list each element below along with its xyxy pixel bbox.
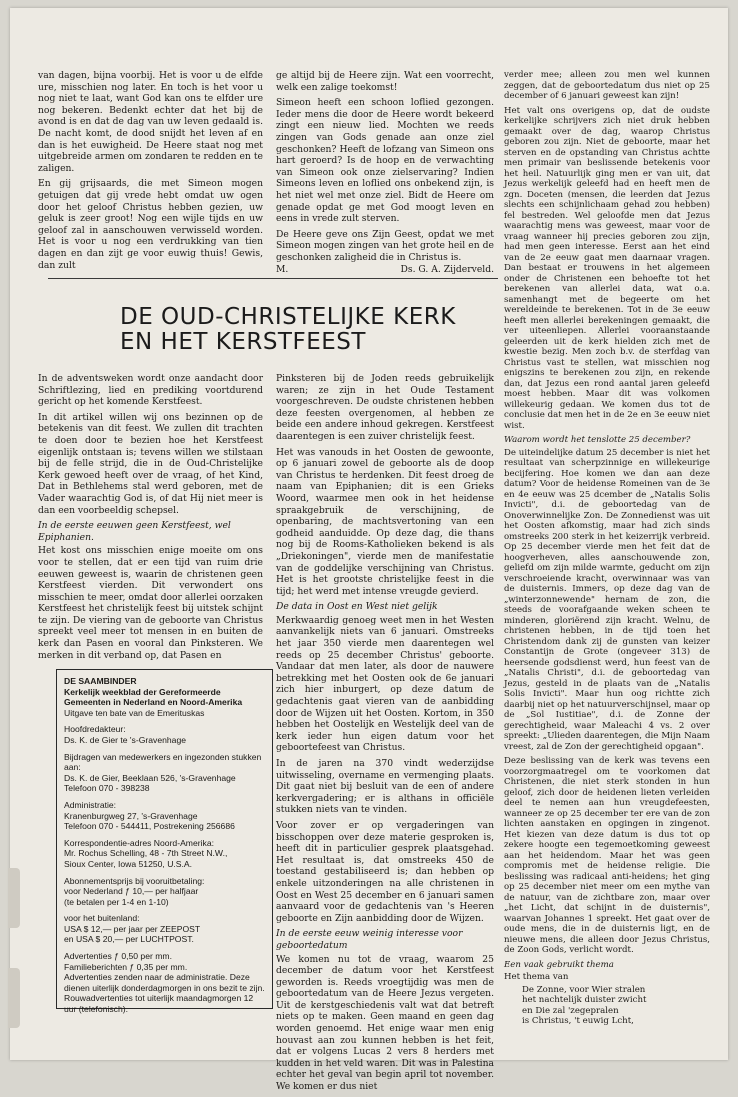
section-heading: In de eerste eeuw weinig interesse voor geboortedatum	[276, 928, 463, 951]
admin-phone: Telefoon 070 - 544411, Postrekening 256686	[64, 821, 235, 832]
author-signature: Ds. G. A. Zijderveld.	[400, 263, 494, 275]
na-address-2: Sioux Center, Iowa 51250, U.S.A.	[64, 858, 193, 869]
section-heading: In de eerste eeuwen geen Kerstfeest, wel Epiphanien.	[38, 520, 231, 543]
admin-address: Kranenburgweg 27, 's-Gravenhage	[64, 810, 198, 821]
poem-line: is Christus, 't euwig Lcht,	[522, 1016, 634, 1026]
masthead-box	[56, 669, 273, 1015]
na-label: Korrespondentie-adres Noord-Amerika:	[64, 837, 214, 848]
signature-initial: M.	[276, 263, 289, 275]
masthead-publisher: Uitgave ten bate van de Emerituskas	[64, 707, 205, 718]
paragraph: Merkwaardig genoeg weet men in het Westen aanvankelijk niets van 6 januari. Omstreeks het jaar 350 vierde men daarentegen wel reeds op 25 december Christus' geboorte. Vandaar dat men later, als door de nauwere betrekking met het Oosten ook de 6e januari zich hier inburgert, op deze datum de gedachtenis gaat vieren van de aanbidding door de Wijzen uit het Oosten. Kortom, in 350 hebben het Oostelijk en Westelijk deel van de kerk ieder hun eigen datum voor het geboortefeest van Christus.	[276, 614, 494, 754]
article-col3	[504, 70, 710, 1027]
article-col1	[38, 373, 263, 665]
poem	[522, 985, 710, 1027]
paragraph: Het valt ons overigens op, dat de oudste kerkelijke schrijvers zich niet druk hebben gemaakt over de dag, waarop Christus geboren zou zijn. Niet de geboorte, maar het sterven en de opstanding van Christus achtte men primair van beslissende betekenis voor het heil. Natuurlijk ging men er van uit, dat Jezus werkelijk geleefd had en heeft men de zgn. Doceten (mensen, die leerden dat Jezus slechts een schijnlichaam gehad zou hebben) fel bestreden. Wel geloofde men dat Jezus waarachtig mens was geweest, maar voor de vraag wanneer hij precies geboren zou zijn, had men geen interesse. Eerst aan het eind van de 2e eeuw gaat men daarnaar vragen. Dan bestaat er trouwens in het algemeen onder de Christenen een behoefte tot het berekenen van allerlei data, wat o.a. samenhangt met de begeerte om het wereldeinde te berekenen. Tot in de 3e eeuw heeft men allerlei berekeningen gemaakt, die ver uiteenliepen. Allerlei vooraanstaande geleerden uit de kerk hielden zich met de kwestie bezig. Men zoch b.v. de sterfdag van Christus vast te stellen, wat misschien nog enigszins te berekenen zou zijn, en rekende dan, dat Jezus een rond aantal jaren geleefd moest hebben. Maar dit was volkomen willekeurig gedaan. We komen dus tot de conclusie dat men het in de 2e en 3e eeuw niet wist.	[504, 105, 710, 431]
paragraph: Simeon heeft een schoon loflied gezongen. Ieder mens die door de Heere wordt bekeerd zingt een nieuw lied. Mochten we reeds zingen van Gods genade aan onze ziel geschonken? Heeft de lofzang van Simeon ons hart geroerd? Is de hoop en de verwachting van Simeon ook onze zielservaring? Indien Simeons leven en loflied ons onbekend zijn, is het niet wel met onze ziel. Bidt de Heere om genade opdat ge met God moogt leven en eens in vrede zult sterven.	[276, 97, 494, 225]
abroad-sea: USA $ 12,— per jaar per ZEEPOST	[64, 923, 201, 934]
ad-rate: Advertenties ƒ 0,50 per mm.	[64, 951, 172, 962]
family-rate: Familieberichten ƒ 0,35 per mm.	[64, 961, 188, 972]
subscription-nl: voor Nederland ƒ 10,— per halfjaar	[64, 886, 199, 897]
paragraph: Voor zover er op vergaderingen van bisschoppen over deze materie gesproken is, heeft dit in particulier gesprek plaatsgehad. Het resultaat is, dat omstreeks 450 de toestand gestabiliseerd is; dan hebben op enkele uitzonderingen na alle christenen in Oost en West 25 december en 6 januari samen aanvaard voor de gedachtenis van 's Heeren geboorte en Zijn aanbidding door de Wijzen.	[276, 819, 494, 924]
contrib-phone: Telefoon 070 - 398238	[64, 783, 150, 794]
prev-article-col1	[38, 70, 263, 275]
subscription-nl-terms: (te betalen per 1-4 en 1-10)	[64, 896, 169, 907]
contrib-label: Bijdragen van medewerkers en ingezonden stukken aan:	[64, 751, 262, 773]
divider-rule	[48, 278, 498, 279]
contrib-address: Ds. K. de Gier, Beeklaan 526, 's-Gravenhage	[64, 772, 236, 783]
article-col2	[276, 373, 494, 1097]
poem-line: De Zonne, voor Wier stralen	[522, 984, 646, 995]
title-line-2: EN HET KERSTFEEST	[120, 329, 366, 355]
poem-line: het nachtelijk duister zwicht	[522, 995, 647, 1005]
prev-article-col2	[276, 70, 494, 275]
paragraph: verder mee; alleen zou men wel kunnen zeggen, dat de geboortedatum dus niet op 25 december of 6 januari geweest kan zijn!	[504, 70, 710, 101]
signature-line	[276, 264, 494, 276]
masthead-name: DE SAAMBINDER	[64, 676, 137, 686]
paragraph: In de adventsweken wordt onze aandacht door Schriftlezing, lied en prediking voortdurend gericht op het komende Kerstfeest.	[38, 373, 263, 408]
section-heading: De data in Oost en West niet gelijk	[276, 601, 438, 613]
paragraph: In de jaren na 370 vindt wederzijdse uitwisseling, overname en vermenging plaats. Dit gaat niet bij besluit van de een of andere kerkvergadering; er is althans in officiële stukken niets van te vinden.	[276, 758, 494, 816]
abroad-air: en USA $ 20,— per LUCHTPOST.	[64, 934, 194, 945]
paragraph: In dit artikel willen wij ons bezinnen op de betekenis van dit feest. We zullen dit trachten te doen door te bezien hoe het Kerstfeest eigenlijk ontstaan is; tevens willen we stilstaan bij de felle strijd, die in de Oud-Christelijke Kerk gewoed heeft over de vraag, of het Kind, Dat in Bethlehems stal werd geboren, met de Vader waarachtig God is, of dat Hij niet meer is dan een voorbeeldig schepsel.	[38, 411, 263, 516]
paragraph: De Heere geve ons Zijn Geest, opdat we met Simeon mogen zingen van het grote heil en de geschonken zaligheid die in Christus is.	[276, 228, 494, 263]
na-address-1: Mr. Rochus Schelling, 48 - 7th Street N.W.,	[64, 848, 228, 859]
paragraph: Het kost ons misschien enige moeite om ons voor te stellen, dat er een tijd van ruim drie eeuwen geweest is, waarin de christenen geen Kerstfeest vierden. Dit verwondert ons misschien te meer, omdat door allerlei oorzaken Kerstfeest het christelijk feest bij uitstek schijnt te zijn. De viering van de geboorte van Christus spreekt veel meer tot mensen in en buiten de kerk dan Pasen en vooral dan Pinksteren. We merken in dit verband op, dat Pasen en	[38, 545, 263, 661]
paragraph: Het thema van	[504, 972, 569, 982]
article-title	[120, 305, 480, 355]
editor-name: Ds. K. de Gier te 's-Gravenhage	[64, 734, 187, 745]
paragraph: Deze beslissing van de kerk was tevens een voorzorgmaatregel om te voorkomen dat Christenen, die niet sterk stonden in hun geloof, zich door de heidenen lieten verleiden deel te nemen aan hun vreugdefeesten, wanneer ze op 25 december ter ere van de zon lichten aanstaken en opgingen in zingenot. Het kiezen van deze datum is dus tot op zekere hoogte een tegemoetkoming geweest aan het heidendom. Maar het was geen compromis met de heidense religie. Die beslissing was radicaal anti-heidens; het ging op 25 december niet meer om een mythe van de natuur, van de zichtbare zon, maar over „het Licht, dat schijnt in de duisternis", waarvan Johannes 1 spreekt. Het gaat over de oude mens, die in de duisternis ligt, en de nieuwe mens, die alleen door Jezus Christus, de Zoon Gods, verlicht wordt.	[504, 756, 710, 955]
newspaper-page	[10, 8, 728, 1093]
poem-line: en Die zal 'zegepralen	[522, 1005, 619, 1016]
mourning-note: Rouwadvertenties tot uiterlijk maandagmorgen 12 uur (telefonisch).	[64, 993, 254, 1015]
punch-hole	[8, 968, 20, 1028]
paragraph: En gij grijsaards, die met Simeon mogen getuigen dat gij vrede hebt omdat uw ogen door het geloof Christus hebben gezien, uw geluk is zeer groot! Nog een wijle tijds en uw geloof zal in aanschouwen verwisseld worden. Het is voor u nog een verdrukking van tien dagen en dan zijt ge voor euwig thuis! Gewis, dan zult	[38, 178, 263, 271]
paragraph: Het was vanouds in het Oosten de gewoonte, op 6 januari zowel de geboorte als de doop van Christus te herdenken. Dit feest droeg de naam van Epiphanien; dit is een Grieks Woord, waarmee men ook in het heidense spraakgebruik de verschijning, de openbaring, de machtsvertoning van een godheid aanduidde. Op deze dag, die thans nog bij de Rooms-Katholieken bekend is als „Driekoningen", vierde men de manifestatie van de goddelijke verschijning van Christus. Het is het grootste christelijke feest in die tijd; het werd met intense vreugde gevierd.	[276, 446, 494, 597]
masthead-subtitle: Kerkelijk weekblad der Gereformeerde Gemeenten in Nederland en Noord-Amerika	[64, 686, 243, 708]
paragraph: We komen nu tot de vraag, waarom 25 december de datum voor het Kerstfeest geworden is. Reeds vroegtijdig was men de geboortedatum van de Heere Jezus vergeten. Uit de kerstgeschiedenis valt wat dat betreft niets op te maken. Geen maand en geen dag worden genoemd. Het enige waar men enig houvast aan zou kunnen hebben is het feit, dat er volgens Lucas 2 vers 8 herders met kudden in het veld waren. Dit was in Palestina echter het geval van begin april tot november. We komen er dus niet	[276, 953, 494, 1093]
abroad-label: voor het buitenland:	[64, 913, 140, 924]
editor-label: Hoofdredakteur:	[64, 724, 126, 735]
title-line-1: DE OUD-CHRISTELIJKE KERK	[120, 304, 456, 330]
paragraph: Pinksteren bij de Joden reeds gebruikelijk waren; ze zijn in het Oude Testament voorgeschreven. De oudste christenen hebben deze feesten overgenomen, al hebben ze beide een andere inhoud gekregen. Kerstfeest daarentegen is een zuiver christelijk feest.	[276, 373, 494, 442]
punch-hole	[8, 868, 20, 928]
paragraph: De uiteindelijke datum 25 december is niet het resultaat van scherpzinnige en willekeurige becijfering. Hoe komen we dan aan deze datum? Voor de heidense Romeinen van de 3e en 4e eeuw was 25 dcember de „Natalis Solis Invicti", d.i. de geboortedag van de Onoverwinnelijke Zon. De Zonnedienst was uit het Oosten afkomstig, maar had zich sinds omstreeks 200 sterk in het keizerrijk verbreid. Op 25 december vierde men het feit dat de hoogverheven, alles aanschouwende zon, geliefd om zijn milde warmte, geducht om zijn verschroeiende kracht, overwinnaar was van de duisternis. Immers, op deze dag van de „winterzonnewende" hernam de zon, die steeds de voorafgaande weken scheen te minderen, gloriërend zijn kracht. Welnu, de christenen hebben, in de tijd toen het Christendom dank zij de gunsten van keizer Constantijn de Grote (ongeveer 313) de heersende godsdienst werd, hun feest van de „Natalis Christi", d.i. de geboortedag van Jezus, gesteld in de plaats van de „Natalis Solis Invicti". Maar hun oog richtte zich daarbij niet op het natuurverschijnsel, maar op de „Sol Iustitiae", d.i. de Zonne der gerechtigheid, waar Maleachi 4 vs. 2 over spreekt: „Ulieden daarentegen, die Mijn Naam vreest, zal de Zon der gerechtigheid opgaan".	[504, 447, 710, 752]
admin-label: Administratie:	[64, 799, 117, 810]
section-heading: Waarom wordt het tenslotte 25 december?	[504, 435, 691, 445]
ad-note: Advertenties zenden naar de administratie. Deze dienen uiterlijk donderdagmorgen in ons bezit te zijn.	[64, 972, 265, 993]
subscription-label: Abonnementsprijs bij vooruitbetaling:	[64, 875, 205, 886]
section-heading: Een vaak gebruikt thema	[504, 959, 614, 970]
paragraph: van dagen, bijna voorbij. Het is voor u de elfde ure, misschien nog later. En toch is het voor u nog niet te laat, want God kan ons te elfder ure nog bekeren. Bedenkt echter dat het bij de avond is en dat de dag van uw leven gedaald is. De nacht komt, de dood snijdt het leven af en dan is het euwigheid. De Heere staat nog met uitgebreide armen om zondaren te redden en te zaligen.	[38, 70, 263, 174]
paragraph: ge altijd bij de Heere zijn. Wat een voorrecht, welk een zalige toekomst!	[276, 70, 494, 93]
